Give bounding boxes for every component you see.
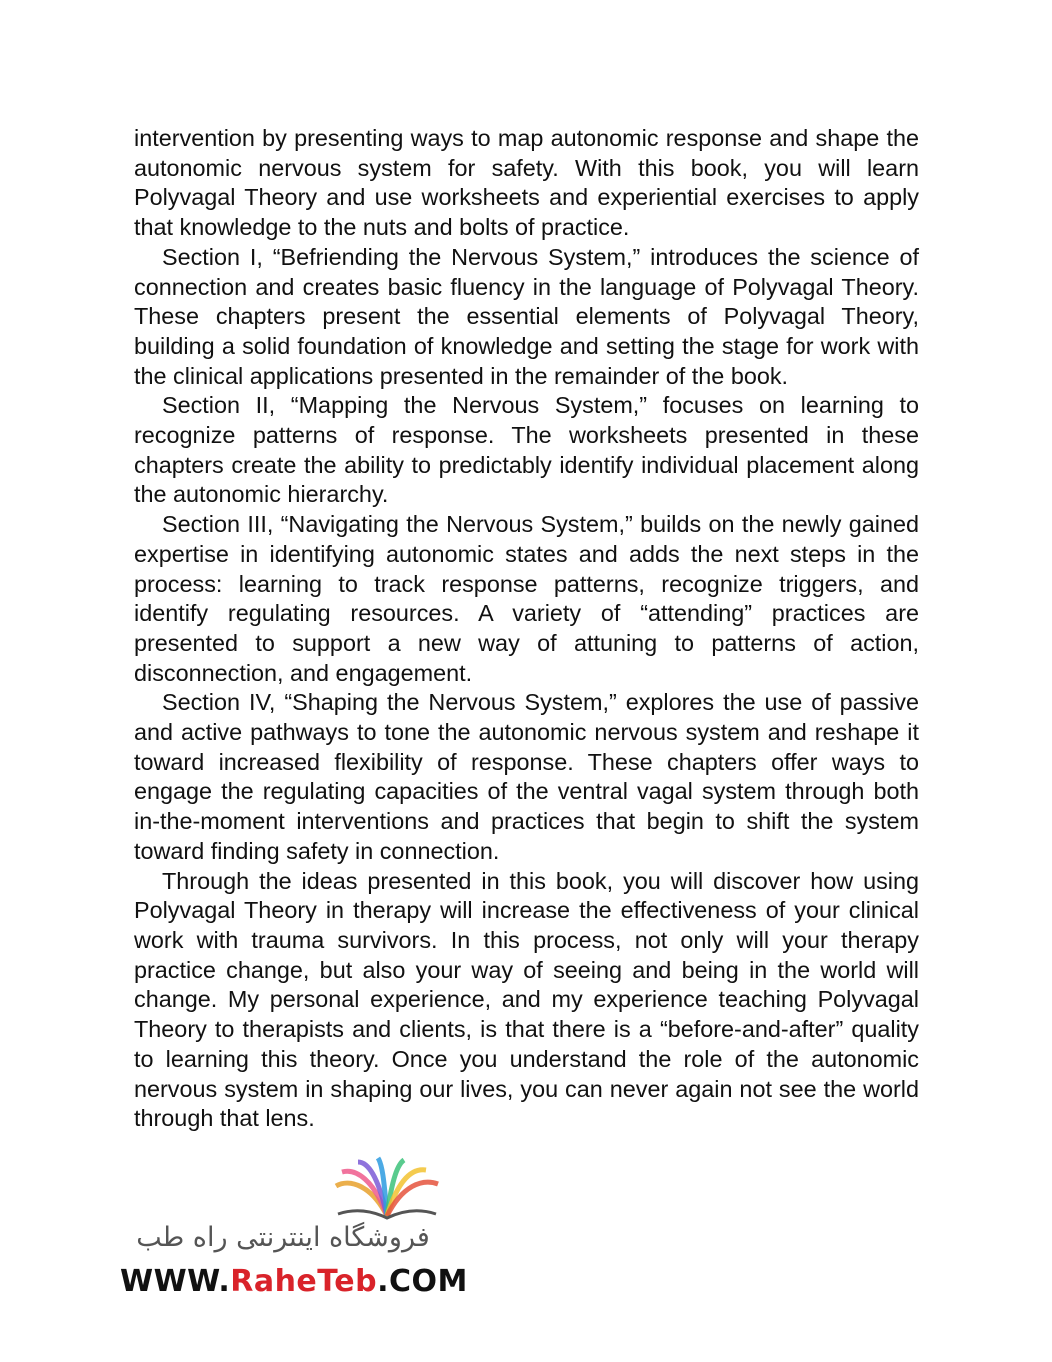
paragraph-section-four: Section IV, “Shaping the Nervous System,” explores the use of passive and active pathways to tone the autonomic nervous system and reshape it toward increased flexibility of response. These chapters offer ways to engage the regulating capacities of the ventral vagal system through both in-the-moment interventions and practices that begin to shift the system toward finding safety in connection. xyxy=(134,689,919,864)
watermark-persian-text: فروشگاه اینترنتی راه طب xyxy=(136,1222,430,1253)
paragraph-closing: Through the ideas presented in this book, you will discover how using Polyvagal Theory in therapy will increase the effectiveness of your clinical work with trauma survivors. In this process, not only will your therapy practice change, but also your way of seeing and being in the world will change. My personal experience, and my experience teaching Polyvagal Theory to therapists and clients, is that there is a “before-and-after” quality to learning this theory. Once you understand the role of the autonomic nervous system in shaping our lives, you can never again not see the world through that lens. xyxy=(134,867,919,1132)
page-body xyxy=(134,124,919,1134)
paragraph-section-two: Section II, “Mapping the Nervous System,” focuses on learning to recognize patterns of response. The worksheets presented in these chapters create the ability to predictably identify individual placement along the autonomic hierarchy. xyxy=(134,392,919,508)
paragraph-section-three: Section III, “Navigating the Nervous System,” builds on the newly gained expertise in identifying autonomic states and adds the next steps in the process: learning to track response patterns, recognize triggers, and identify regulating resources. A variety of “attending” practices are presented to support a new way of attuning to patterns of action, disconnection, and engagement. xyxy=(134,511,919,686)
watermark-url-prefix: WWW. xyxy=(120,1264,231,1299)
open-book-icon xyxy=(332,1156,442,1224)
watermark-url xyxy=(120,1264,468,1299)
watermark-url-suffix: .COM xyxy=(377,1264,468,1299)
watermark-url-brand: RaheTeb xyxy=(230,1264,378,1299)
watermark xyxy=(118,1156,468,1306)
paragraph-section-one: Section I, “Befriending the Nervous System,” introduces the science of connection and creates basic fluency in the language of Polyvagal Theory. These chapters present the essential elements of Polyvagal Theory, building a solid foundation of knowledge and setting the stage for work with the clinical applications presented in the remainder of the book. xyxy=(134,243,919,389)
paragraph-continuation: intervention by presenting ways to map autonomic response and shape the autonomic nervous system for safety. With this book, you will learn Polyvagal Theory and use worksheets and experiential exercises to apply that knowledge to the nuts and bolts of practice. xyxy=(134,125,919,241)
